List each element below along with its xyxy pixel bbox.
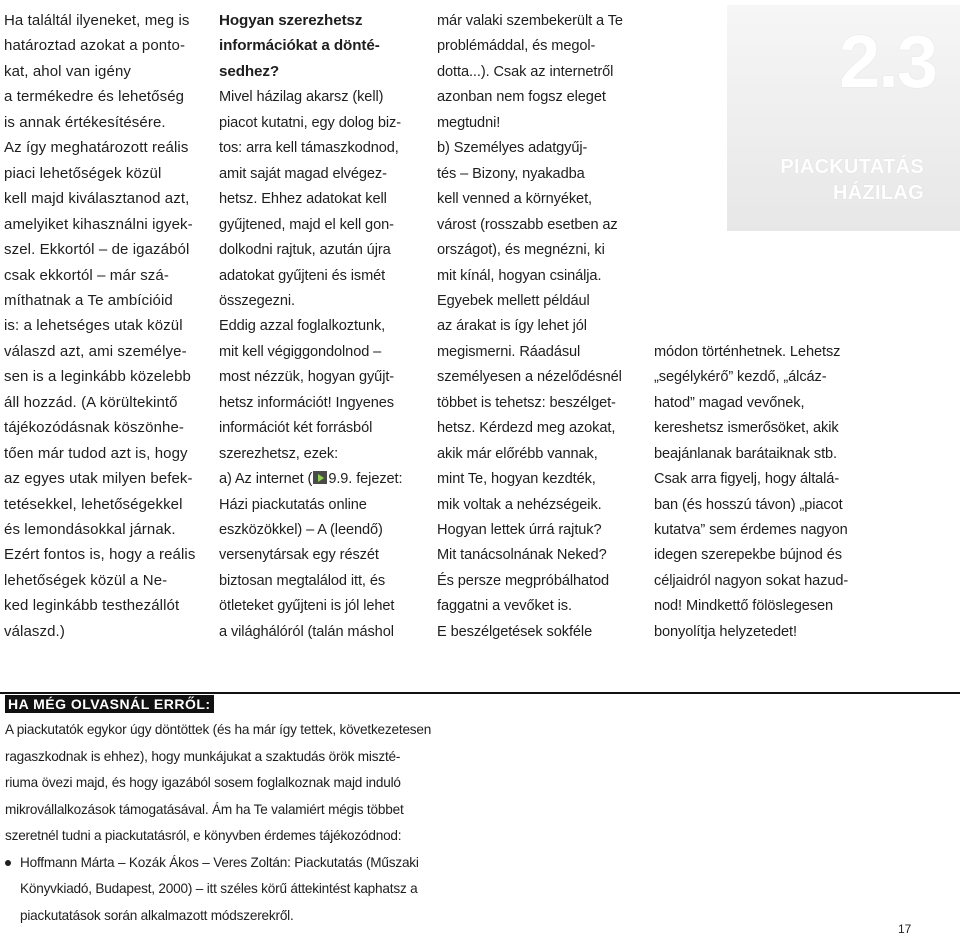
body-text-line: Eddig azzal foglalkoztunk, — [219, 318, 386, 335]
body-text-line: Mit tanácsolnának Neked? — [437, 547, 607, 564]
body-text-line: E beszélgetések sokféle — [437, 623, 593, 640]
body-text-line: már valaki szembekerült a Te — [437, 13, 623, 29]
body-text-line: a termékedre és lehetőség — [4, 88, 185, 106]
body-text-line: kereshetsz ismerősöket, akik — [654, 420, 839, 437]
body-text-line: a világhálóról (talán máshol — [219, 623, 394, 640]
body-text-line: bonyolítja helyzetedet! — [654, 623, 797, 640]
body-text-line: azonban nem fogsz eleget — [437, 89, 606, 106]
bullet-icon — [5, 860, 11, 866]
body-text-line: kell majd kiválasztanod azt, — [4, 190, 190, 208]
body-text-line: dolkodni rajtuk, azután újra — [219, 242, 391, 259]
body-text-line: Hogyan lettek úrrá rajtuk? — [437, 522, 602, 538]
body-text-line: lehetőségek közül a Ne- — [4, 571, 168, 589]
further-reading-line: riuma övezi majd, és hogy igazából sosem foglalkoznak majd induló — [5, 775, 401, 790]
body-text-line: Mivel házilag akarsz (kell) — [219, 89, 384, 106]
subheading-line: Hogyan szerezhetsz — [219, 12, 363, 29]
body-text-line: határoztad azokat a ponto- — [4, 37, 186, 55]
body-text-line: csak ekkortól – már szá- — [4, 266, 169, 284]
body-text-line: országot), és megnézni, ki — [437, 242, 605, 259]
bullet-item-line: Könyvkiadó, Budapest, 2000) – itt széles körű áttekintést kaphatsz a — [20, 881, 418, 896]
section-title: PIACKUTATÁS — [780, 156, 924, 178]
subheading-line: sedhez? — [219, 62, 280, 80]
body-text-line: eszközökkel) – A (leendő) — [219, 522, 383, 538]
page-number: 17 — [898, 922, 912, 936]
body-text-line: ked leginkább testhezállót — [4, 597, 180, 615]
further-reading-line: ragaszkodnak is ehhez), hogy munkájukat a szaktudás örök miszté- — [5, 748, 401, 764]
body-text-line: nod! Mindkettő fölöslegesen — [654, 598, 834, 615]
body-text-line: összegezni. — [219, 292, 295, 309]
body-text-line: „segélykérő” kezdő, „álcáz- — [654, 369, 827, 386]
section-badge — [727, 5, 960, 231]
body-text-line: tetésekkel, lehetőségekkel — [4, 495, 183, 513]
body-text-line: hatod” magad vevőnek, — [654, 394, 805, 411]
body-text-line: és lemondásokkal járnak. — [4, 521, 176, 538]
body-text-line: piacot kutatni, egy dolog biz- — [219, 114, 401, 131]
body-text-line: ban (és hosszú távon) „piacot — [654, 496, 843, 513]
body-text-line: most nézzük, hogyan gyűjt- — [219, 369, 395, 386]
text-segment: 9.9. fejezet: — [328, 471, 403, 488]
body-text-line: tos: arra kell támaszkodnod, — [219, 140, 399, 157]
body-text-line: hetsz. Kérdezd meg azokat, — [437, 420, 616, 437]
body-text-line: beajánlanak barátaiknak stb. — [654, 445, 837, 462]
body-text-line: mik voltak a nehézségeik. — [437, 496, 602, 513]
body-text-line: amit saját magad elvégez- — [219, 165, 387, 182]
body-text-line: míthatnak a Te ambícióid — [4, 291, 173, 309]
section-number: 2.3 — [839, 20, 936, 103]
body-text-line: Az így meghatározott reális — [4, 139, 189, 157]
subheading-line: információkat a dönté- — [219, 37, 380, 55]
body-text-line: várost (rosszabb esetben az — [437, 216, 618, 233]
divider — [0, 692, 960, 694]
body-text-line: faggatni a vevőket is. — [437, 598, 572, 615]
further-reading-line: szeretnél tudni a piackutatásról, e könyvben érdemes tájékozódnod: — [5, 828, 402, 843]
body-text-line: problémáddal, és megol- — [437, 38, 596, 55]
text-segment: a) Az internet ( — [219, 471, 313, 488]
body-text-line: módon történhetnek. Lehetsz — [654, 343, 841, 360]
body-text-line: Csak arra figyelj, hogy általá- — [654, 471, 840, 488]
body-text-line: adatokat gyűjteni és ismét — [219, 267, 386, 284]
body-text-line: Ha találtál ilyeneket, meg is — [4, 12, 190, 29]
body-text-line: versenytársak egy részét — [219, 547, 379, 564]
body-text-line: mit kínál, hogyan csinálja. — [437, 267, 602, 284]
body-text-line: az egyes utak milyen befek- — [4, 470, 193, 488]
body-text-line: szerezhetsz, ezek: — [219, 445, 339, 462]
body-text-line: információt két forrásból — [219, 420, 373, 437]
body-text-line: kat, ahol van igény — [4, 62, 131, 80]
body-text-line: szel. Ekkortól – de igazából — [4, 241, 190, 259]
body-text-line: piaci lehetőségek közül — [4, 164, 162, 182]
body-text-line: sen is a leginkább közelebb — [4, 368, 191, 386]
further-reading-line: mikrovállalkozások támogatásával. Ám ha Te valamiért mégis többet — [5, 801, 404, 817]
body-text-line: is annak értékesítésére. — [4, 113, 166, 131]
body-text-line: válaszd.) — [4, 622, 65, 640]
body-text-line: tájékozódásnak köszönhe- — [4, 419, 185, 437]
further-reading-line: A piackutatók egykor úgy döntöttek (és ha már így tettek, következetesen — [5, 722, 432, 737]
body-text-line: kell venned a környéket, — [437, 191, 592, 208]
body-text-line: az árakat is így lehet jól — [437, 318, 587, 335]
bullet-item-line: Hoffmann Márta – Kozák Ákos – Veres Zoltán: Piackutatás (Műszaki — [20, 854, 419, 870]
internet-reference-line — [219, 470, 402, 488]
body-text-line: b) Személyes adatgyűj- — [437, 140, 588, 157]
body-text-line: amelyiket kihasználni igyek- — [4, 215, 193, 233]
body-text-line: Házi piackutatás online — [219, 496, 367, 513]
body-text-line: mit kell végiggondolnod – — [219, 343, 382, 360]
body-text-line: céljaidról nagyon sokat hazud- — [654, 572, 849, 589]
body-text-line: hetsz információt! Ingyenes — [219, 394, 394, 411]
body-text-line: tően már tudod azt is, hogy — [4, 444, 188, 462]
body-text-line: hetsz. Ehhez adatokat kell — [219, 191, 387, 208]
body-text-line: És persze megpróbálhatod — [437, 572, 610, 589]
body-text-line: megtudni! — [437, 114, 501, 131]
further-reading-heading: HA MÉG OLVASNÁL ERRŐL: — [5, 695, 214, 713]
body-text-line: mint Te, hogyan kezdték, — [437, 471, 596, 488]
body-text-line: tés – Bizony, nyakadba — [437, 165, 585, 182]
body-text-line: idegen szerepekbe bújnod és — [654, 547, 842, 564]
body-text-line: Ezért fontos is, hogy a reális — [4, 546, 196, 564]
body-text-line: válaszd azt, ami személye- — [4, 342, 187, 360]
body-text-line: biztosan megtalálod itt, és — [219, 572, 386, 589]
body-text-line: áll hozzád. (A körültekintő — [4, 393, 178, 411]
body-text-line: ötleteket gyűjteni is jól lehet — [219, 598, 395, 615]
body-text-line: többet is tehetsz: beszélget- — [437, 394, 616, 411]
body-text-line: megismerni. Ráadásul — [437, 343, 581, 360]
body-text-line: is: a lehetséges utak közül — [4, 317, 183, 335]
body-text-line: személyesen a nézelődésnél — [437, 369, 622, 386]
bullet-item-line: piackutatások során alkalmazott módszerekről. — [20, 907, 294, 923]
body-text-line: dotta...). Csak az internetről — [437, 63, 614, 80]
body-text-line: kutatva” sem érdemes nagyon — [654, 522, 848, 538]
body-text-line: gyűjtened, majd el kell gon- — [219, 216, 394, 233]
body-text-line: akik már előrébb vannak, — [437, 445, 598, 462]
body-text-line: Egyebek mellett például — [437, 292, 590, 309]
play-icon — [313, 471, 327, 484]
section-title: HÁZILAG — [833, 182, 924, 204]
